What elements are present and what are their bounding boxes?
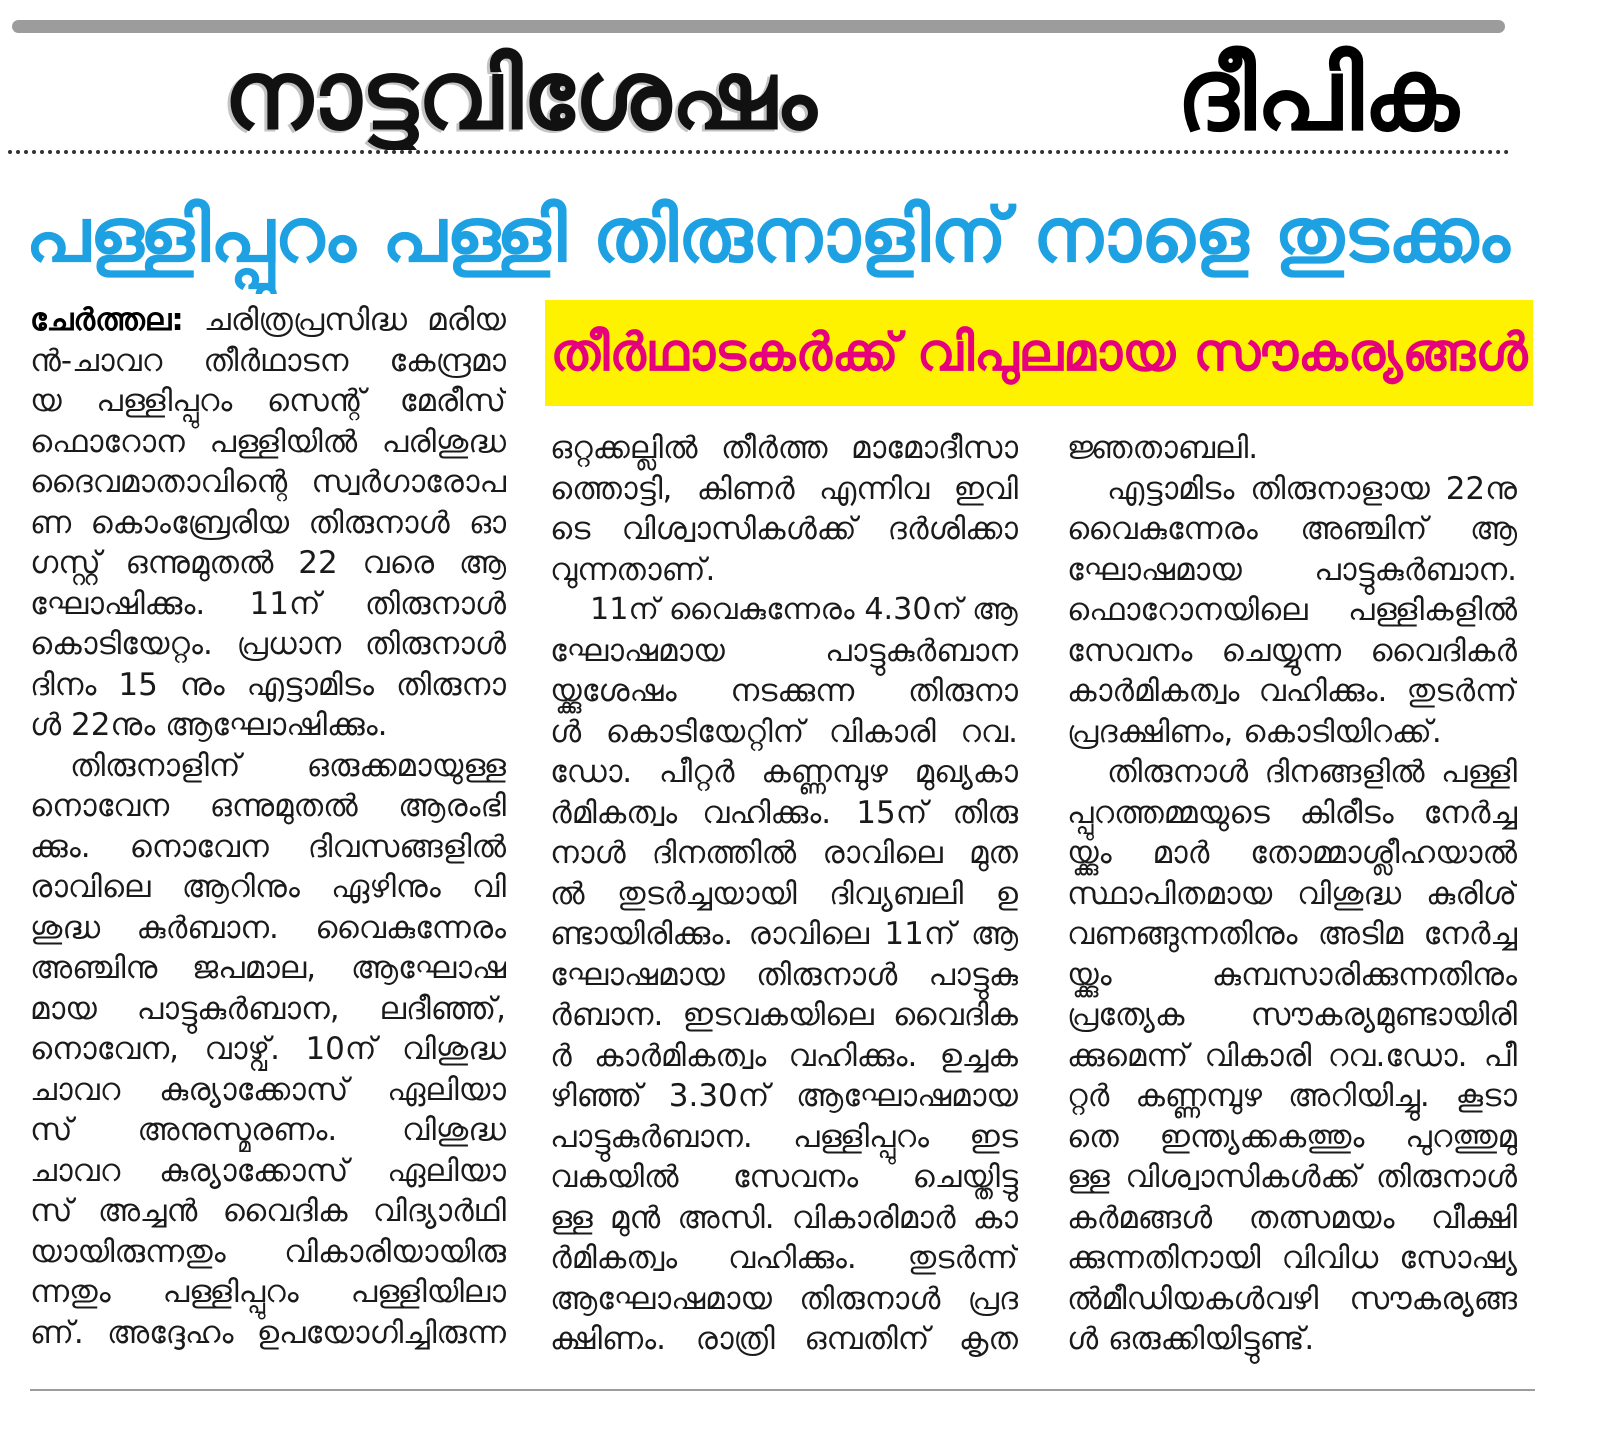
paragraph bbox=[30, 300, 506, 746]
text-line: ർ കാർമികത്വം വഹിക്കും. ഉച്ചക bbox=[550, 1037, 1018, 1074]
article-column-1 bbox=[30, 300, 506, 1370]
text-line: സ്ഥാപിതമായ വിശുദ്ധ കുരിശ് bbox=[1067, 875, 1517, 912]
text-line: 11ന് വൈകുന്നേരം 4.30ന് ആ bbox=[590, 592, 1018, 627]
text-line: ഗസ്റ്റ് ഒന്നുമുതൽ 22 വരെ ആ bbox=[30, 545, 506, 581]
paragraph bbox=[1067, 469, 1517, 753]
text-line: ൽമീഡിയകൾവഴി സൗകര്യങ്ങ bbox=[1067, 1280, 1517, 1317]
bottom-rule bbox=[30, 1389, 1535, 1391]
article-column-2 bbox=[550, 428, 1018, 1373]
text-line: ള്ള വിശ്വാസികൾക്ക് തിരുനാൾ bbox=[1067, 1159, 1517, 1195]
text-line: സ് അനുസ്മരണം. വിശുദ്ധ bbox=[30, 1112, 506, 1148]
text-line: ചാവറ കുര്യാക്കോസ് ഏലിയാ bbox=[30, 1152, 506, 1189]
article-column-3 bbox=[1067, 428, 1517, 1373]
text-line: തിരുനാളിന് ഒരുക്കമായുള്ള bbox=[70, 747, 506, 784]
section-title-text: നാട്ടുവിശേഷം bbox=[223, 40, 817, 150]
text-line: മായ പാട്ടുകുർബാന, ലദീഞ്ഞ്, bbox=[30, 990, 506, 1027]
text-line: ഒറ്റക്കല്ലിൽ തീർത്ത മാമോദീസാ bbox=[550, 430, 1018, 466]
text-line: ജ്ഞതാബലി. bbox=[1067, 430, 1259, 466]
text-line: തിരുനാൾ ദിനങ്ങളിൽ പള്ളി bbox=[1107, 754, 1517, 790]
top-rule bbox=[12, 20, 1505, 33]
text-line: ൾ കൊടിയേറ്റിന് വികാരി റവ. bbox=[550, 713, 1018, 750]
text-line: ള്ള മുൻ അസി. വികാരിമാർ കാ bbox=[550, 1199, 1018, 1236]
headline bbox=[20, 176, 1515, 294]
text-line: പ്രത്യേക സൗകര്യമുണ്ടായിരി bbox=[1067, 997, 1517, 1033]
text-line: ടെ വിശ്വാസികൾക്ക് ദർശിക്കാ bbox=[550, 511, 1018, 547]
headline-text: പള്ളിപ്പുറം പള്ളി തിരുനാളിന് നാളെ തുടക്കം bbox=[25, 191, 1510, 279]
text-line: പ്പുറത്തമ്മയുടെ കിരീടം നേർച്ച bbox=[1067, 794, 1517, 831]
newspaper-logo bbox=[1120, 40, 1515, 150]
text-line: യ്ക്കും കുമ്പസാരിക്കുന്നതിനും bbox=[1067, 956, 1517, 993]
text-line: വണങ്ങുന്നതിനും അടിമ നേർച്ച bbox=[1067, 916, 1517, 952]
text-line: ഫൊറോനയിലെ പള്ളികളിൽ bbox=[1067, 592, 1517, 628]
text-line: യ്ക്കുശേഷം നടക്കുന്ന തിരുനാ bbox=[550, 673, 1018, 709]
text-line: യ്ക്കും മാർ തോമ്മാശ്ലീഹയാൽ bbox=[1067, 835, 1517, 871]
text-line: കർമങ്ങൾ തത്സമയം വീക്ഷി bbox=[1067, 1199, 1517, 1236]
text-line: യായിരുന്നതും വികാരിയായിരു bbox=[30, 1233, 506, 1270]
logo-text: ദീപിക bbox=[1176, 40, 1459, 150]
text-line: ണ്. അദ്ദേഹം ഉപയോഗിച്ചിരുന്ന bbox=[30, 1314, 506, 1351]
text-line: ഘോഷിക്കും. 11ന് തിരുനാൾ bbox=[30, 585, 506, 622]
text-line: ൽ തുടർച്ചയായി ദിവ്യബലി ഉ bbox=[550, 875, 1018, 912]
subheadline-box bbox=[545, 300, 1533, 406]
paragraph bbox=[550, 428, 1018, 590]
text-line: നൊവേന ഒന്നുമുതൽ ആരംഭി bbox=[30, 788, 506, 824]
text-line: ർബാന. ഇടവകയിലെ വൈദിക bbox=[550, 997, 1018, 1033]
text-line: കൊടിയേറ്റം. പ്രധാന തിരുനാൾ bbox=[30, 626, 506, 662]
text-line: നൊവേന, വാഴ്വ്. 10ന് വിശുദ്ധ bbox=[30, 1031, 506, 1067]
text-line: വൈകുന്നേരം അഞ്ചിന് ആ bbox=[1067, 511, 1517, 547]
text-line: കാർമികത്വം വഹിക്കും. തുടർന്ന് bbox=[1067, 673, 1517, 709]
text-line: ദൈവമാതാവിന്റെ സ്വർഗാരോപ bbox=[30, 464, 506, 500]
section-title bbox=[195, 40, 845, 150]
paragraph bbox=[1067, 752, 1517, 1360]
text-line: തെ ഇന്ത്യക്കകത്തും പുറത്തുമു bbox=[1067, 1118, 1517, 1155]
text-line: ത്തൊട്ടി, കിണർ എന്നിവ ഇവി bbox=[550, 470, 1018, 507]
text-line: ൻ-ചാവറ തീർഥാടന കേന്ദ്രമാ bbox=[30, 342, 506, 379]
text-line: വുന്നതാണ്. bbox=[550, 551, 716, 588]
subheadline-text: തീർഥാടകർക്ക് വിപുലമായ സൗകര്യങ്ങൾ bbox=[550, 323, 1528, 383]
text-line: സേവനം ചെയ്യുന്ന വൈദികർ bbox=[1067, 632, 1517, 669]
text-line: ണ്ടായിരിക്കും. രാവിലെ 11ന് ആ bbox=[550, 916, 1018, 952]
text-line: അഞ്ചിനു ജപമാല, ആഘോഷ bbox=[30, 950, 506, 986]
text-line: ചാവറ കുര്യാക്കോസ് ഏലിയാ bbox=[30, 1071, 506, 1108]
text-line: സ് അച്ചൻ വൈദിക വിദ്യാർഥി bbox=[30, 1193, 506, 1229]
text-line: പാട്ടുകുർബാന. പള്ളിപ്പുറം ഇട bbox=[550, 1118, 1018, 1155]
paragraph bbox=[550, 590, 1018, 1360]
text-line: ൾ ഒരുക്കിയിട്ടുണ്ട്. bbox=[1067, 1321, 1315, 1357]
text-line: ക്ഷിണം. രാത്രി ഒമ്പതിന് കൃത bbox=[550, 1321, 1018, 1357]
paragraph bbox=[1067, 428, 1517, 469]
text-line: ർമികത്വം വഹിക്കും. തുടർന്ന് bbox=[550, 1240, 1018, 1276]
text-line: ഘോഷമായ തിരുനാൾ പാട്ടുകു bbox=[550, 956, 1018, 993]
text-line: ശുദ്ധ കുർബാന. വൈകുന്നേരം bbox=[30, 909, 506, 946]
text-line: ഘോഷമായ പാട്ടുകുർബാന bbox=[550, 632, 1018, 669]
dotted-divider bbox=[8, 150, 1510, 154]
text-line: നാൾ ദിനത്തിൽ രാവിലെ മുത bbox=[550, 835, 1018, 871]
text-line bbox=[30, 300, 506, 341]
text-line: ൾ 22നും ആഘോഷിക്കും. bbox=[30, 707, 388, 743]
text-line: ഡോ. പീറ്റർ കണ്ണമ്പുഴ മുഖ്യകാ bbox=[550, 754, 1018, 790]
text-line: ന്നതും പള്ളിപ്പുറം പള്ളിയിലാ bbox=[30, 1274, 506, 1310]
text-line: വകയിൽ സേവനം ചെയ്തിട്ടു bbox=[550, 1159, 1018, 1195]
text-line: എട്ടാമിടം തിരുനാളായ 22നു bbox=[1107, 470, 1517, 507]
paragraph bbox=[30, 746, 506, 1354]
text-line: രാവിലെ ആറിനും ഏഴിനും വി bbox=[30, 869, 506, 905]
text-line: ണ കൊംബ്രേരിയ തിരുനാൾ ഓ bbox=[30, 504, 506, 541]
text-line: ക്കുമെന്ന് വികാരി റവ.ഡോ. പീ bbox=[1067, 1037, 1517, 1074]
text-line: പ്രദക്ഷിണം, കൊടിയിറക്ക്. bbox=[1067, 713, 1442, 750]
text-line: റ്റർ കണ്ണമ്പുഴ അറിയിച്ചു. കൂടാ bbox=[1067, 1078, 1517, 1114]
dateline: ചേർത്തല: bbox=[30, 302, 184, 338]
text-line: യ പള്ളിപ്പുറം സെന്റ് മേരീസ് bbox=[30, 383, 506, 419]
text-line: ആഘോഷമായ തിരുനാൾ പ്രദ bbox=[550, 1280, 1018, 1317]
text-line-content: ചരിത്രപ്രസിദ്ധ മരിയ bbox=[203, 302, 506, 338]
text-line: ഫൊറോന പള്ളിയിൽ പരിശുദ്ധ bbox=[30, 423, 506, 460]
text-line: ർമികത്വം വഹിക്കും. 15ന് തിരു bbox=[550, 794, 1018, 831]
text-line: ഘോഷമായ പാട്ടുകുർബാന. bbox=[1067, 551, 1517, 588]
text-line: ദിനം 15 നും എട്ടാമിടം തിരുനാ bbox=[30, 666, 506, 703]
text-line: ക്കുന്നതിനായി വിവിധ സോഷ്യ bbox=[1067, 1240, 1517, 1276]
text-line: ക്കും. നൊവേന ദിവസങ്ങളിൽ bbox=[30, 828, 506, 865]
text-line: ഴിഞ്ഞ് 3.30ന് ആഘോഷമായ bbox=[550, 1078, 1018, 1114]
